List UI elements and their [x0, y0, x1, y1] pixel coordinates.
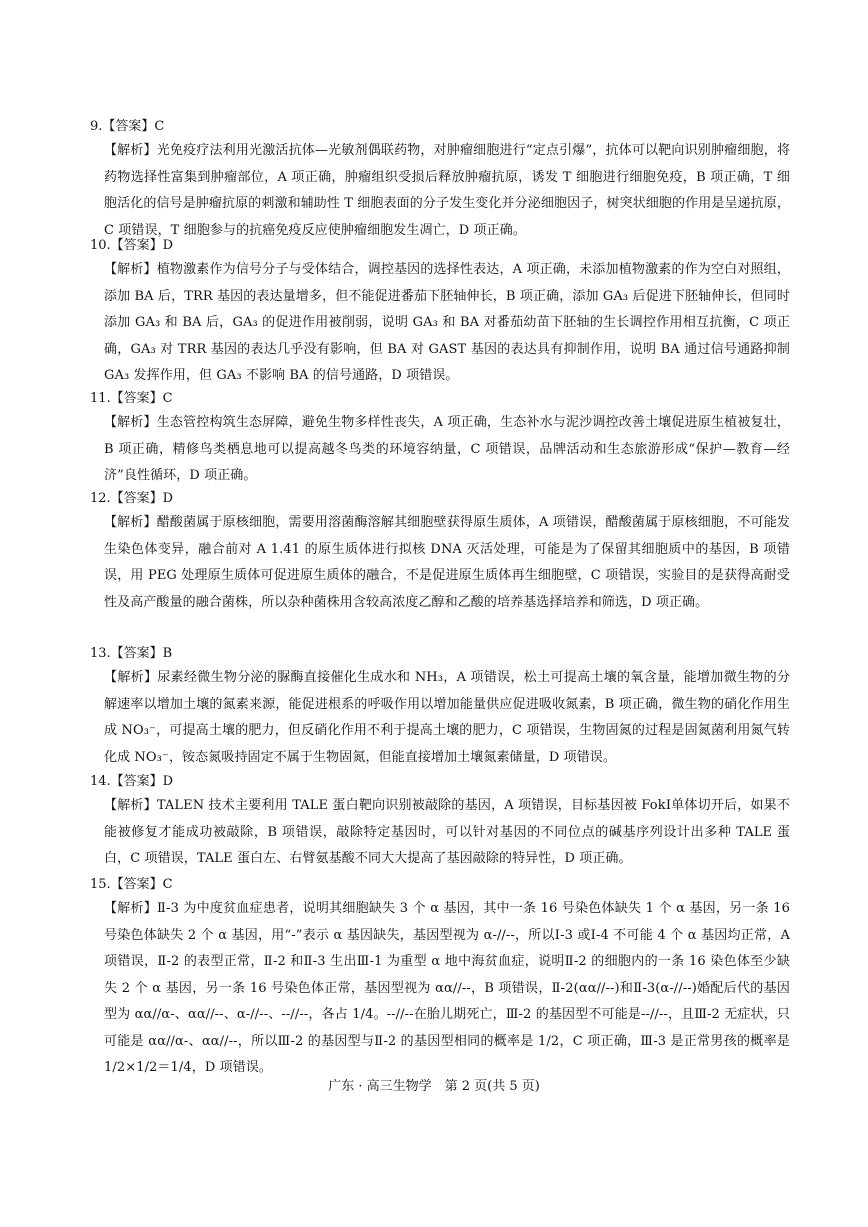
question-9 [90, 118, 790, 244]
explanation-text: 【解析】Ⅱ-3 为中度贫血症患者，说明其细胞缺失 3 个 α 基因，其中一条 16 号染色体缺失 1 个 α 基因，另一条 16 号染色体缺失 2 个 α 基因，用“-”表示 α 基因缺失，基因型视为 α-//--，所以Ⅰ-3 或Ⅰ-4 不可能 4 个 α 基因均正常，A 项错误，Ⅱ-2 的表型正常，Ⅱ-2 和Ⅱ-3 生出Ⅲ-1 为重型 α 地中海贫血症，说明Ⅱ-2 的细胞内的一条 16 染色体至少缺失 2 个 α 基因，另一条 16 号染色体正常，基因型视为 αα//--，B 项错误，Ⅱ-2(αα//--)和Ⅱ-3(α-//--)婚配后代的基因型为 αα//α-、αα//--、α-//--、--//--，各占 1/4。--//--在胎儿期死亡，Ⅲ-2 的基因型不可能是--//--，且Ⅲ-2 无症状，只可能是 αα//α-、αα//--，所以Ⅲ-2 的基因型与Ⅱ-2 的基因型相同的概率是 1/2，C 项正确，Ⅲ-3 是正常男孩的概率是 1/2×1/2＝1/4，D 项错误。 [104, 901, 790, 1075]
page-footer: 广东 · 高三生物学 第 2 页(共 5 页) [328, 1079, 540, 1094]
explanation-text: 【解析】醋酸菌属于原核细胞，需要用溶菌酶溶解其细胞壁获得原生质体，A 项错误，醋酸菌属于原核细胞，不可能发生染色体变异，融合前对 A 1.41 的原生质体进行拟核 DNA 灭活处理，可能是为了保留其细胞质中的基因，B 项错误，用 PEG 处理原生质体可促进原生质体的融合，不是促进原生质体再生细胞壁，C 项错误，实验目的是获得高耐受性及高产酸量的融合菌株，所以杂种菌株用含较高浓度乙醇和乙酸的培养基选择培养和筛选，D 项正确。 [104, 515, 790, 610]
question-14 [90, 773, 790, 873]
question-13 [90, 645, 790, 771]
answer-line: 15.【答案】C [90, 877, 173, 892]
answer-line: 10.【答案】D [90, 238, 174, 253]
question-11 [90, 390, 790, 490]
answer-line: 13.【答案】B [90, 646, 173, 661]
explanation-text: 【解析】TALEN 技术主要利用 TALE 蛋白靶向识别被敲除的基因，A 项错误，目标基因被 FokⅠ单体切开后，如果不能被修复才能成功被敲除，B 项错误，敲除特定基因时，可以针对基因的不同位点的碱基序列设计出多种 TALE 蛋白，C 项错误，TALE 蛋白左、右臂氨基酸不同大大提高了基因敲除的特异性，D 项正确。 [104, 798, 790, 866]
question-10 [90, 237, 790, 390]
explanation-text: 【解析】植物激素作为信号分子与受体结合，调控基因的选择性表达，A 项正确，未添加植物激素的作为空白对照组，添加 BA 后，TRR 基因的表达量增多，但不能促进番茄下胚轴伸长，B 项正确，添加 GA₃ 后促进下胚轴伸长，但同时添加 GA₃ 和 BA 后，GA₃ 的促进作用被削弱，说明 GA₃ 和 BA 对番茄幼苗下胚轴的生长调控作用相互抗衡，C 项正确，GA₃ 对 TRR 基因的表达几乎没有影响，但 BA 对 GAST 基因的表达具有抑制作用，说明 BA 通过信号通路抑制 GA₃ 发挥作用，但 GA₃ 不影响 BA 的信号通路，D 项错误。 [104, 262, 790, 383]
answer-line: 11.【答案】C [90, 391, 173, 406]
explanation-text: 【解析】光免疫疗法利用光激活抗体—光敏剂偶联药物，对肿瘤细胞进行“定点引爆”，抗体可以靶向识别肿瘤细胞，将药物选择性富集到肿瘤部位，A 项正确，肿瘤组织受损后释放肿瘤抗原，诱发 T 细胞进行细胞免疫，B 项正确，T 细胞活化的信号是肿瘤抗原的刺激和辅助性 T 细胞表面的分子发生变化并分泌细胞因子，树突状细胞的作用是呈递抗原，C 项错误，T 细胞参与的抗癌免疫反应使肿瘤细胞发生凋亡，D 项正确。 [104, 143, 790, 238]
answer-line: 14.【答案】D [90, 774, 174, 789]
answer-line: 12.【答案】D [90, 491, 174, 506]
explanation-text: 【解析】生态管控构筑生态屏障，避免生物多样性丧失，A 项正确，生态补水与泥沙调控改善土壤促进原生植被复壮，B 项正确，精修鸟类栖息地可以提高越冬鸟类的环境容纳量，C 项错误，品牌活动和生态旅游形成“保护—教育—经济”良性循环，D 项正确。 [104, 415, 790, 483]
answer-line: 9.【答案】C [90, 119, 165, 134]
explanation-text: 【解析】尿素经微生物分泌的脲酶直接催化生成水和 NH₃，A 项错误，松土可提高土壤的氧含量，能增加微生物的分解速率以增加土壤的氮素来源，能促进根系的呼吸作用以增加能量供应促进吸收氮素，B 项正确，微生物的硝化作用生成 NO₃⁻，可提高土壤的肥力，但反硝化作用不利于提高土壤的肥力，C 项错误，生物固氮的过程是固氮菌利用氮气转化成 NO₃⁻，铵态氮吸持固定不属于生物固氮，但能直接增加土壤氮素储量，D 项错误。 [104, 670, 790, 765]
question-15 [90, 876, 790, 1082]
question-12 [90, 490, 790, 616]
